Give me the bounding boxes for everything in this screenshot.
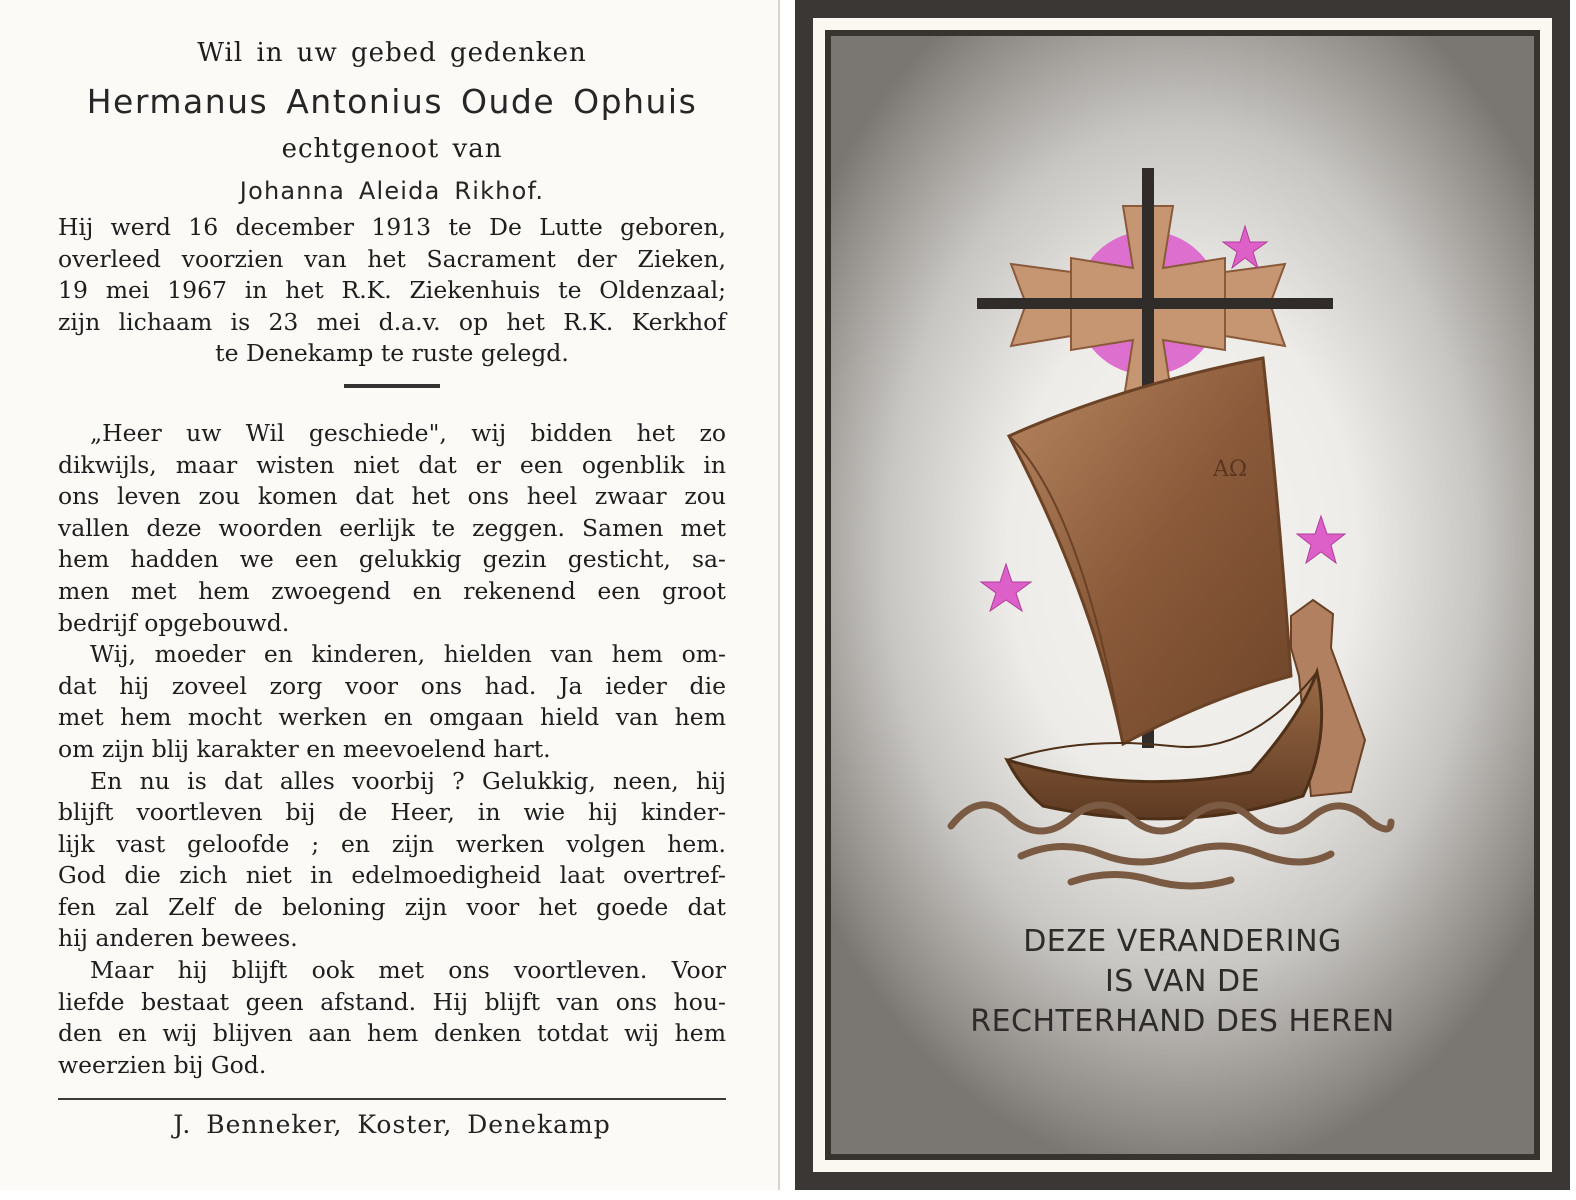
life-line: overleed voorzien van het Sacrament der Zieken, [58, 244, 726, 273]
star-icon [1223, 226, 1267, 268]
paragraph-4 [58, 955, 726, 1081]
illustration-panel [831, 36, 1534, 1154]
text-line: hij anderen bewees. [58, 924, 298, 953]
text-line: lijk vast geloofde ; en zijn werken volgen hem. [58, 829, 726, 858]
card-text-block [58, 30, 726, 1081]
text-line: blijft voortleven bij de Heer, in wie hij kinder- [58, 798, 726, 827]
life-line: 19 mei 1967 in het R.K. Ziekenhuis te Oldenzaal; [58, 276, 726, 305]
printer-credit: J. Benneker, Koster, Denekamp [173, 1110, 611, 1139]
paragraph-3 [58, 766, 726, 956]
sail-monogram: AΩ [1213, 457, 1248, 482]
spouse-label: echtgenoot van [281, 134, 503, 164]
text-line: vallen deze woorden eerlijk te zeggen. Samen met [58, 513, 726, 542]
text-line: weerzien bij God. [58, 1050, 267, 1079]
short-divider [344, 384, 440, 388]
motto-line: IS VAN DE [1104, 964, 1261, 999]
sail-icon [1009, 358, 1291, 744]
dark-border [825, 30, 1540, 1160]
scripture-motto [831, 922, 1534, 1042]
deceased-name: Hermanus Antonius Oude Ophuis [86, 82, 698, 121]
text-line: „Heer uw Wil geschiede", wij bidden het zo [90, 418, 726, 447]
life-line: Hij werd 16 december 1913 te De Lutte geboren, [58, 213, 726, 241]
text-line: den en wij blijven aan hem denken totdat wij hem [58, 1019, 726, 1048]
spouse-name: Johanna Aleida Rikhof. [239, 177, 545, 205]
motto-line: RECHTERHAND DES HEREN [970, 1004, 1395, 1039]
life-line: te Denekamp te ruste gelegd. [215, 339, 569, 368]
text-line: om zijn blij karakter en meevoelend hart. [58, 734, 551, 763]
text-line: Maar hij blijft ook met ons voortleven. Voor [90, 956, 726, 985]
star-icon [981, 564, 1031, 611]
text-line: En nu is dat alles voorbij ? Gelukkig, neen, hij [90, 766, 726, 795]
text-line: God die zich niet in edelmoedigheid laat overtref- [58, 861, 726, 890]
paragraph-2 [58, 639, 726, 765]
text-line: liefde bestaat geen afstand. Hij blijft van ons hou- [58, 987, 726, 1016]
text-line: Wij, moeder en kinderen, hielden van hem om- [90, 640, 726, 669]
white-border [813, 18, 1552, 1172]
prayer-card-picture-side [795, 0, 1570, 1190]
motto-line: DEZE VERANDERING [1023, 924, 1342, 959]
text-line: fen zal Zelf de beloning zijn voor het goede dat [58, 892, 726, 921]
life-line: zijn lichaam is 23 mei d.a.v. op het R.K. Kerkhof [58, 307, 726, 336]
text-line: met hem mocht werken en omgaan hield van hem [58, 703, 726, 732]
pre-title: Wil in uw gebed gedenken [197, 38, 587, 68]
paragraph-1 [58, 418, 726, 639]
prayer-card-text-side [0, 0, 780, 1190]
text-line: dikwijls, maar wisten niet dat er een ogenblik in [58, 450, 726, 479]
life-details [58, 212, 726, 370]
text-line: hem hadden we een gelukkig gezin gesticht, sa- [58, 545, 726, 574]
text-line: bedrijf opgebouwd. [58, 608, 290, 637]
text-line: ons leven zou komen dat het ons heel zwaar zou [58, 482, 726, 511]
footer-divider [58, 1098, 726, 1100]
star-icon [1297, 516, 1345, 563]
text-line: men met hem zwoegend en rekenend een groot [58, 576, 726, 605]
text-line: dat hij zoveel zorg voor ons had. Ja ieder die [58, 671, 726, 700]
